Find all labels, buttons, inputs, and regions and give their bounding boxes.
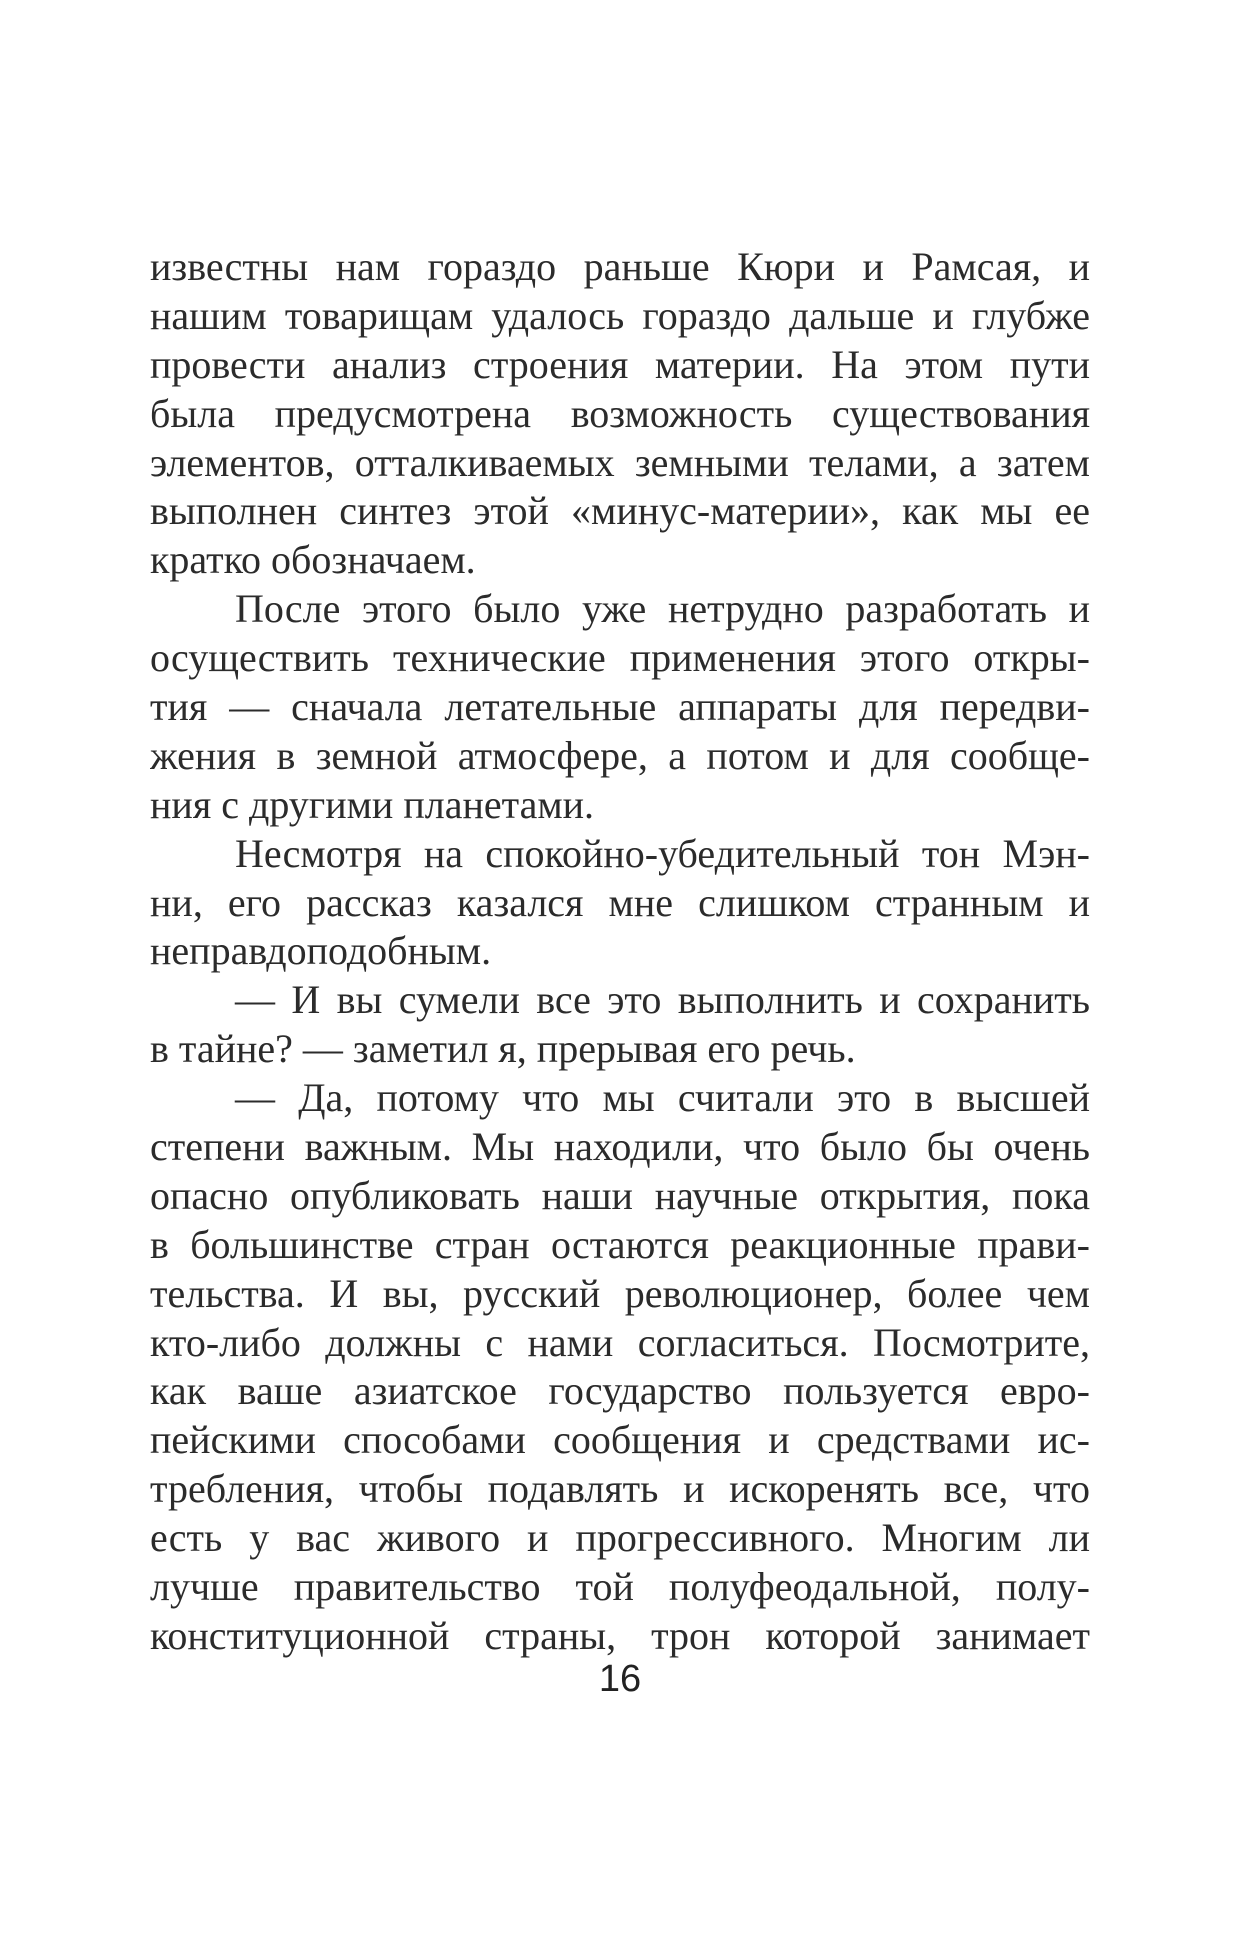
text-line: в тайне? — заметил я, прерывая его речь. [150,1026,856,1072]
text-line: кто-либо должны с нами согласиться. Посмотрите, [150,1319,1090,1365]
text-line: была предусмотрена возможность существования [150,390,1090,436]
text-line: осуществить технические применения этого откры- [150,635,1090,681]
body-text [150,243,1090,1661]
text-line: известны нам гораздо раньше Кюри и Рамсая, и [150,244,1090,289]
text-line: нашим товарищам удалось гораздо дальше и глубже [150,292,1090,338]
page-number: 16 [598,1658,642,1700]
text-line: провести анализ строения материи. На этом пути [150,341,1090,387]
text-line: тельства. И вы, русский революционер, более чем [150,1270,1090,1316]
text-line: как ваше азиатское государство пользуется евро- [150,1368,1090,1414]
text-line: — Да, потому что мы считали это в высшей [235,1075,1090,1121]
text-line: — И вы сумели все это выполнить и сохранить [235,977,1090,1023]
text-line: опасно опубликовать наши научные открытия, пока [150,1172,1090,1218]
text-line: элементов, отталкиваемых земными телами, а затем [150,439,1090,485]
text-line: ния с другими планетами. [150,781,595,827]
text-line: тия — сначала летательные аппараты для передви- [150,684,1090,730]
text-line: в большинстве стран остаются реакционные прави- [150,1221,1090,1267]
text-line: требления, чтобы подавлять и искоренять все, что [150,1466,1090,1512]
text-line: После этого было уже нетрудно разработать и [235,586,1090,632]
text-line: ни, его рассказ казался мне слишком странным и [150,879,1090,925]
text-line: пейскими способами сообщения и средствами ис- [150,1417,1090,1463]
text-line: есть у вас живого и прогрессивного. Многим ли [150,1515,1090,1561]
text-line: лучше правительство той полуфеодальной, полу- [150,1564,1090,1610]
text-line: кратко обозначаем. [150,537,476,583]
text-line: выполнен синтез этой «минус-материи», как мы ее [150,488,1090,534]
text-line: конституционной страны, трон которой занимает [150,1612,1090,1658]
text-line: Несмотря на спокойно-убедительный тон Мэн- [235,830,1090,876]
text-line: жения в земной атмосфере, а потом и для сообще- [150,732,1090,778]
text-line: неправдоподобным. [150,928,492,974]
text-line: степени важным. Мы находили, что было бы очень [150,1124,1090,1170]
